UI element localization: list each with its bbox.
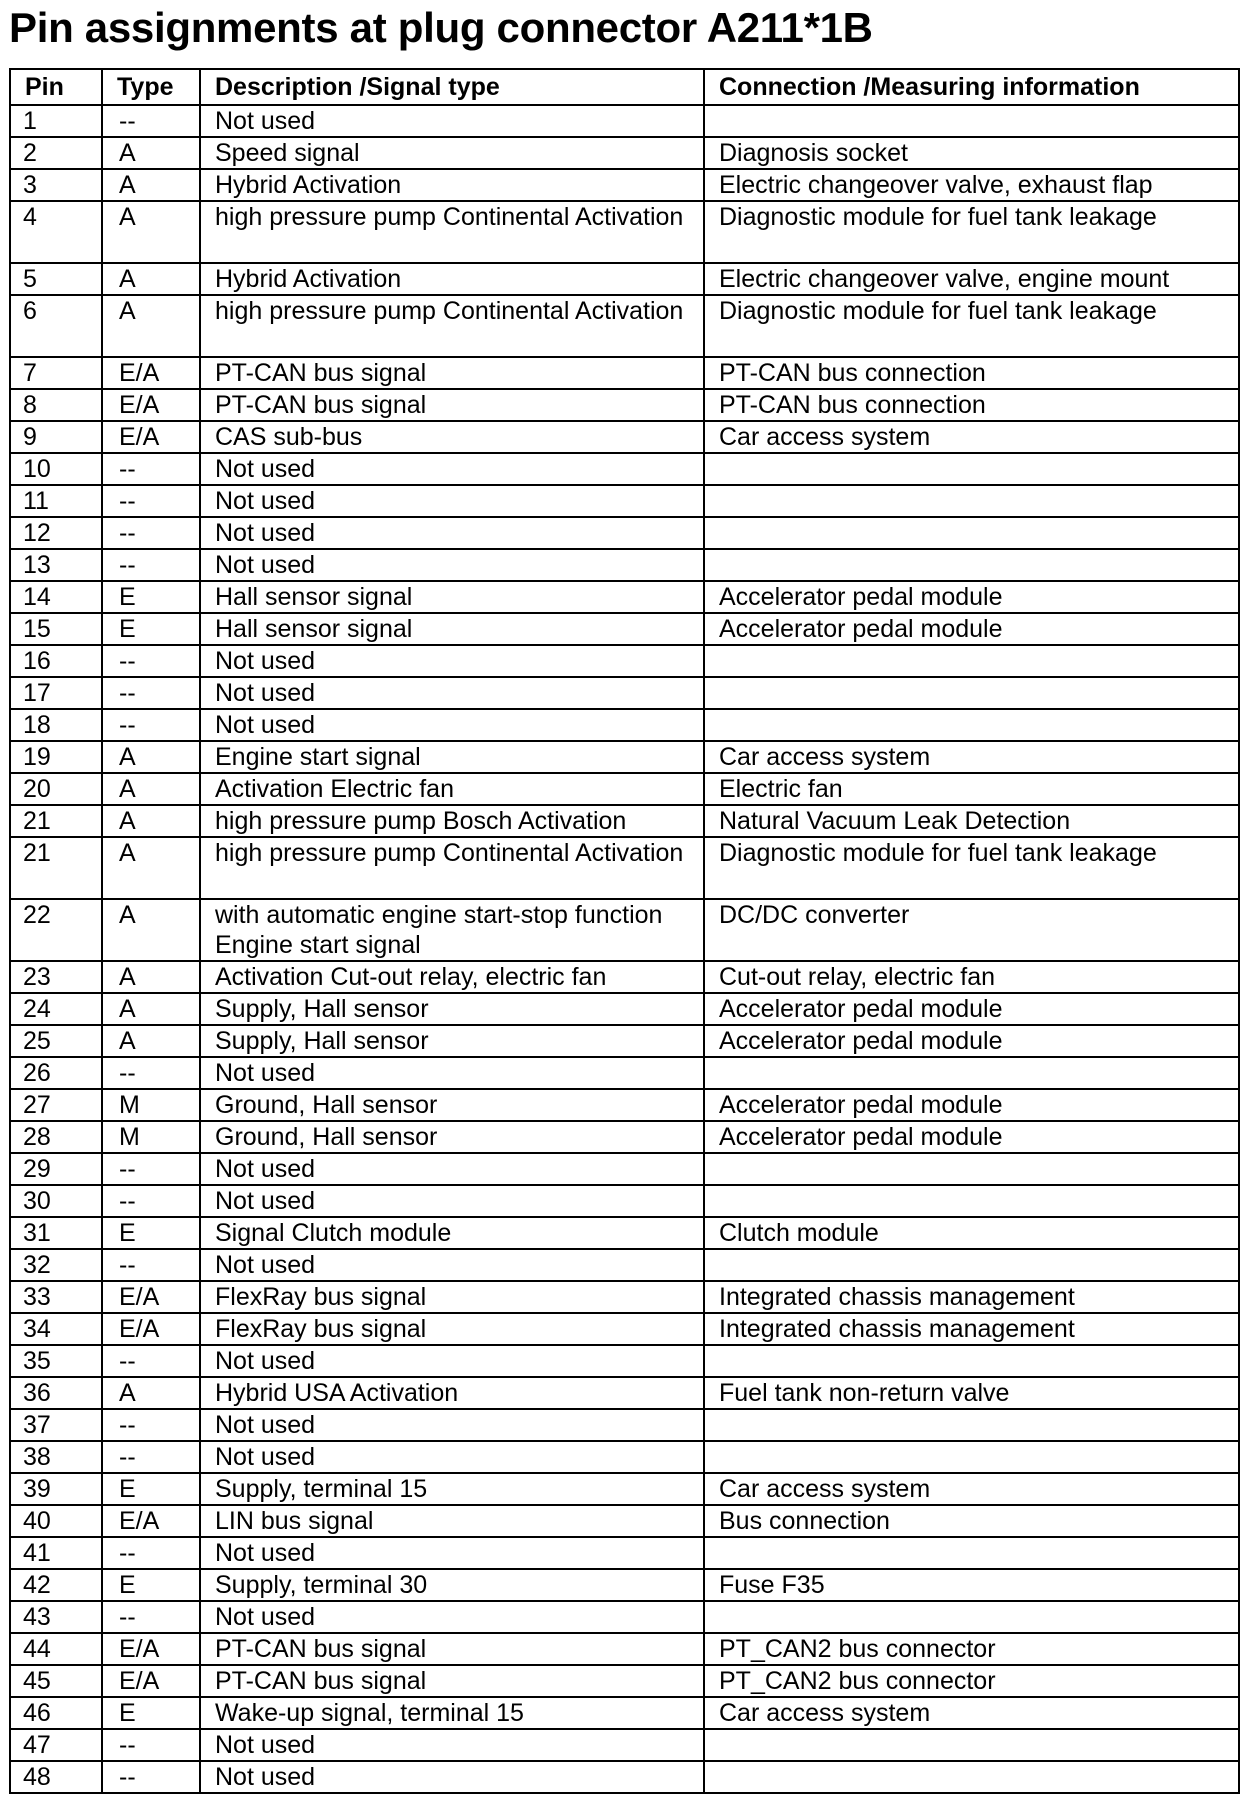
- description-cell: Not used: [200, 1761, 704, 1793]
- type-cell: A: [102, 137, 200, 169]
- type-cell: A: [102, 295, 200, 357]
- type-cell: A: [102, 1025, 200, 1057]
- type-cell: --: [102, 1057, 200, 1089]
- connection-cell: Fuel tank non-return valve: [704, 1377, 1239, 1409]
- table-row: [10, 709, 1239, 741]
- type-cell: M: [102, 1121, 200, 1153]
- type-cell: E/A: [102, 1633, 200, 1665]
- description-cell: Ground, Hall sensor: [200, 1089, 704, 1121]
- connection-cell: Accelerator pedal module: [704, 993, 1239, 1025]
- pin-cell: 10: [10, 453, 102, 485]
- table-row: [10, 169, 1239, 201]
- type-cell: E: [102, 1697, 200, 1729]
- table-row: [10, 1537, 1239, 1569]
- pin-cell: 33: [10, 1281, 102, 1313]
- type-cell: --: [102, 549, 200, 581]
- pin-cell: 25: [10, 1025, 102, 1057]
- connection-cell: Car access system: [704, 1473, 1239, 1505]
- connection-cell: [704, 453, 1239, 485]
- description-cell: Hall sensor signal: [200, 613, 704, 645]
- type-cell: --: [102, 645, 200, 677]
- pin-cell: 14: [10, 581, 102, 613]
- table-row: [10, 1025, 1239, 1057]
- type-cell: E/A: [102, 1505, 200, 1537]
- pin-cell: 43: [10, 1601, 102, 1633]
- pin-cell: 37: [10, 1409, 102, 1441]
- description-cell: FlexRay bus signal: [200, 1281, 704, 1313]
- connection-cell: Electric changeover valve, engine mount: [704, 263, 1239, 295]
- connection-cell: [704, 1601, 1239, 1633]
- table-row: [10, 1761, 1239, 1793]
- table-row: [10, 805, 1239, 837]
- table-row: [10, 677, 1239, 709]
- table-row: [10, 201, 1239, 263]
- connection-cell: [704, 1345, 1239, 1377]
- pin-cell: 27: [10, 1089, 102, 1121]
- table-row: [10, 645, 1239, 677]
- connection-cell: PT-CAN bus connection: [704, 357, 1239, 389]
- type-cell: A: [102, 773, 200, 805]
- connection-cell: Bus connection: [704, 1505, 1239, 1537]
- type-cell: M: [102, 1089, 200, 1121]
- pin-cell: 38: [10, 1441, 102, 1473]
- description-cell: high pressure pump Bosch Activation: [200, 805, 704, 837]
- pin-cell: 42: [10, 1569, 102, 1601]
- table-row: [10, 1665, 1239, 1697]
- type-cell: --: [102, 517, 200, 549]
- description-cell: Not used: [200, 1537, 704, 1569]
- connection-cell: Electric changeover valve, exhaust flap: [704, 169, 1239, 201]
- pin-cell: 9: [10, 421, 102, 453]
- description-cell: Not used: [200, 1601, 704, 1633]
- table-row: [10, 1313, 1239, 1345]
- connection-cell: [704, 1185, 1239, 1217]
- description-cell: Not used: [200, 1409, 704, 1441]
- connection-cell: [704, 1729, 1239, 1761]
- pin-cell: 2: [10, 137, 102, 169]
- pin-cell: 31: [10, 1217, 102, 1249]
- type-cell: A: [102, 741, 200, 773]
- type-cell: --: [102, 709, 200, 741]
- table-row: [10, 1409, 1239, 1441]
- type-cell: E/A: [102, 1281, 200, 1313]
- table-row: [10, 1185, 1239, 1217]
- connection-cell: [704, 1409, 1239, 1441]
- description-cell: high pressure pump Continental Activation: [200, 201, 704, 263]
- table-body: [10, 105, 1239, 1793]
- connection-cell: Accelerator pedal module: [704, 1089, 1239, 1121]
- table-row: [10, 1569, 1239, 1601]
- pin-cell: 45: [10, 1665, 102, 1697]
- pin-cell: 26: [10, 1057, 102, 1089]
- connection-cell: Clutch module: [704, 1217, 1239, 1249]
- type-cell: A: [102, 201, 200, 263]
- column-header-type: Type: [102, 69, 200, 105]
- table-row: [10, 837, 1239, 899]
- type-cell: E/A: [102, 389, 200, 421]
- description-cell: Not used: [200, 645, 704, 677]
- connection-cell: Natural Vacuum Leak Detection: [704, 805, 1239, 837]
- type-cell: E: [102, 581, 200, 613]
- table-row: [10, 1505, 1239, 1537]
- table-row: [10, 357, 1239, 389]
- pin-cell: 21: [10, 837, 102, 899]
- pin-cell: 16: [10, 645, 102, 677]
- table-row: [10, 421, 1239, 453]
- description-cell: Not used: [200, 1345, 704, 1377]
- description-cell: Not used: [200, 677, 704, 709]
- type-cell: --: [102, 1601, 200, 1633]
- description-cell: Hybrid USA Activation: [200, 1377, 704, 1409]
- table-row: [10, 581, 1239, 613]
- connection-cell: Accelerator pedal module: [704, 581, 1239, 613]
- type-cell: E/A: [102, 1313, 200, 1345]
- document-page: [9, 0, 1239, 1794]
- table-row: [10, 137, 1239, 169]
- connection-cell: [704, 645, 1239, 677]
- pin-cell: 3: [10, 169, 102, 201]
- pin-cell: 8: [10, 389, 102, 421]
- type-cell: E: [102, 1569, 200, 1601]
- pin-cell: 44: [10, 1633, 102, 1665]
- pin-cell: 13: [10, 549, 102, 581]
- type-cell: --: [102, 1409, 200, 1441]
- connection-cell: [704, 709, 1239, 741]
- pin-cell: 24: [10, 993, 102, 1025]
- table-row: [10, 1089, 1239, 1121]
- connection-cell: [704, 1761, 1239, 1793]
- connection-cell: Cut-out relay, electric fan: [704, 961, 1239, 993]
- connection-cell: DC/DC converter: [704, 899, 1239, 961]
- description-cell: Hybrid Activation: [200, 169, 704, 201]
- connection-cell: [704, 1441, 1239, 1473]
- description-cell: Not used: [200, 517, 704, 549]
- column-header-connection: Connection /Measuring information: [704, 69, 1239, 105]
- column-header-description: Description /Signal type: [200, 69, 704, 105]
- description-cell: Not used: [200, 1441, 704, 1473]
- description-cell: Supply, terminal 15: [200, 1473, 704, 1505]
- table-row: [10, 773, 1239, 805]
- connection-cell: Accelerator pedal module: [704, 1121, 1239, 1153]
- type-cell: E: [102, 1473, 200, 1505]
- description-cell: Not used: [200, 105, 704, 137]
- description-cell: Supply, Hall sensor: [200, 1025, 704, 1057]
- type-cell: A: [102, 805, 200, 837]
- pin-cell: 20: [10, 773, 102, 805]
- table-row: [10, 1601, 1239, 1633]
- pin-cell: 28: [10, 1121, 102, 1153]
- description-cell: Not used: [200, 1057, 704, 1089]
- table-row: [10, 961, 1239, 993]
- type-cell: --: [102, 1729, 200, 1761]
- description-cell: Not used: [200, 1153, 704, 1185]
- description-cell: Hall sensor signal: [200, 581, 704, 613]
- connection-cell: [704, 1153, 1239, 1185]
- pin-cell: 39: [10, 1473, 102, 1505]
- table-row: [10, 1057, 1239, 1089]
- connection-cell: Integrated chassis management: [704, 1313, 1239, 1345]
- pin-assignment-table: [9, 68, 1240, 1794]
- pin-cell: 19: [10, 741, 102, 773]
- type-cell: A: [102, 263, 200, 295]
- type-cell: E/A: [102, 1665, 200, 1697]
- type-cell: --: [102, 1249, 200, 1281]
- connection-cell: Diagnostic module for fuel tank leakage: [704, 295, 1239, 357]
- description-cell: Not used: [200, 709, 704, 741]
- type-cell: --: [102, 1185, 200, 1217]
- pin-cell: 36: [10, 1377, 102, 1409]
- pin-cell: 18: [10, 709, 102, 741]
- description-cell: Not used: [200, 485, 704, 517]
- description-cell: Engine start signal: [200, 741, 704, 773]
- connection-cell: Diagnostic module for fuel tank leakage: [704, 201, 1239, 263]
- table-row: [10, 453, 1239, 485]
- description-cell: Supply, terminal 30: [200, 1569, 704, 1601]
- pin-cell: 40: [10, 1505, 102, 1537]
- description-cell: Wake-up signal, terminal 15: [200, 1697, 704, 1729]
- pin-cell: 6: [10, 295, 102, 357]
- pin-cell: 41: [10, 1537, 102, 1569]
- table-row: [10, 485, 1239, 517]
- description-cell: high pressure pump Continental Activation: [200, 837, 704, 899]
- pin-cell: 17: [10, 677, 102, 709]
- type-cell: --: [102, 1345, 200, 1377]
- table-row: [10, 1281, 1239, 1313]
- pin-cell: 4: [10, 201, 102, 263]
- table-row: [10, 993, 1239, 1025]
- connection-cell: [704, 549, 1239, 581]
- pin-cell: 12: [10, 517, 102, 549]
- pin-cell: 5: [10, 263, 102, 295]
- table-row: [10, 613, 1239, 645]
- pin-cell: 35: [10, 1345, 102, 1377]
- connection-cell: PT_CAN2 bus connector: [704, 1633, 1239, 1665]
- column-header-pin: Pin: [10, 69, 102, 105]
- type-cell: A: [102, 993, 200, 1025]
- pin-cell: 34: [10, 1313, 102, 1345]
- description-cell: PT-CAN bus signal: [200, 1665, 704, 1697]
- connection-cell: [704, 1057, 1239, 1089]
- table-row: [10, 549, 1239, 581]
- type-cell: --: [102, 485, 200, 517]
- description-cell: high pressure pump Continental Activation: [200, 295, 704, 357]
- pin-cell: 22: [10, 899, 102, 961]
- table-row: [10, 295, 1239, 357]
- table-row: [10, 899, 1239, 961]
- table-row: [10, 389, 1239, 421]
- connection-cell: Fuse F35: [704, 1569, 1239, 1601]
- description-cell: Supply, Hall sensor: [200, 993, 704, 1025]
- connection-cell: Integrated chassis management: [704, 1281, 1239, 1313]
- description-cell: Not used: [200, 549, 704, 581]
- table-row: [10, 1153, 1239, 1185]
- type-cell: --: [102, 105, 200, 137]
- connection-cell: Diagnostic module for fuel tank leakage: [704, 837, 1239, 899]
- description-cell: Signal Clutch module: [200, 1217, 704, 1249]
- type-cell: A: [102, 961, 200, 993]
- pin-cell: 7: [10, 357, 102, 389]
- pin-cell: 46: [10, 1697, 102, 1729]
- description-cell: FlexRay bus signal: [200, 1313, 704, 1345]
- type-cell: A: [102, 1377, 200, 1409]
- type-cell: E/A: [102, 421, 200, 453]
- table-row: [10, 1121, 1239, 1153]
- connection-cell: Car access system: [704, 421, 1239, 453]
- table-row: [10, 741, 1239, 773]
- type-cell: E: [102, 1217, 200, 1249]
- description-cell: CAS sub-bus: [200, 421, 704, 453]
- description-cell: Not used: [200, 1249, 704, 1281]
- description-cell: Hybrid Activation: [200, 263, 704, 295]
- pin-cell: 30: [10, 1185, 102, 1217]
- pin-cell: 23: [10, 961, 102, 993]
- table-row: [10, 517, 1239, 549]
- table-row: [10, 1345, 1239, 1377]
- type-cell: A: [102, 169, 200, 201]
- pin-cell: 48: [10, 1761, 102, 1793]
- connection-cell: Accelerator pedal module: [704, 1025, 1239, 1057]
- type-cell: A: [102, 837, 200, 899]
- connection-cell: Accelerator pedal module: [704, 613, 1239, 645]
- description-cell: Not used: [200, 1729, 704, 1761]
- type-cell: A: [102, 899, 200, 961]
- description-cell: LIN bus signal: [200, 1505, 704, 1537]
- connection-cell: [704, 105, 1239, 137]
- connection-cell: [704, 1249, 1239, 1281]
- connection-cell: [704, 677, 1239, 709]
- type-cell: --: [102, 1441, 200, 1473]
- type-cell: --: [102, 453, 200, 485]
- connection-cell: [704, 485, 1239, 517]
- type-cell: E/A: [102, 357, 200, 389]
- page-title: Pin assignments at plug connector A211*1B: [9, 4, 873, 51]
- pin-cell: 21: [10, 805, 102, 837]
- type-cell: E: [102, 613, 200, 645]
- connection-cell: Car access system: [704, 1697, 1239, 1729]
- table-row: [10, 1249, 1239, 1281]
- description-cell: PT-CAN bus signal: [200, 1633, 704, 1665]
- table-row: [10, 1377, 1239, 1409]
- pin-cell: 32: [10, 1249, 102, 1281]
- table-row: [10, 105, 1239, 137]
- description-cell: PT-CAN bus signal: [200, 389, 704, 421]
- table-row: [10, 1633, 1239, 1665]
- description-cell: PT-CAN bus signal: [200, 357, 704, 389]
- description-cell: Not used: [200, 453, 704, 485]
- connection-cell: Electric fan: [704, 773, 1239, 805]
- connection-cell: Car access system: [704, 741, 1239, 773]
- description-cell: Activation Electric fan: [200, 773, 704, 805]
- pin-cell: 1: [10, 105, 102, 137]
- description-cell: Not used: [200, 1185, 704, 1217]
- pin-cell: 15: [10, 613, 102, 645]
- table-row: [10, 1697, 1239, 1729]
- description-cell: with automatic engine start-stop function Engine start signal: [200, 899, 704, 961]
- table-row: [10, 1217, 1239, 1249]
- description-cell: Speed signal: [200, 137, 704, 169]
- type-cell: --: [102, 1761, 200, 1793]
- description-cell: Ground, Hall sensor: [200, 1121, 704, 1153]
- type-cell: --: [102, 1537, 200, 1569]
- table-header-row: [10, 69, 1239, 105]
- connection-cell: [704, 1537, 1239, 1569]
- connection-cell: [704, 517, 1239, 549]
- type-cell: --: [102, 1153, 200, 1185]
- description-cell: Activation Cut-out relay, electric fan: [200, 961, 704, 993]
- table-row: [10, 1441, 1239, 1473]
- connection-cell: Diagnosis socket: [704, 137, 1239, 169]
- pin-cell: 29: [10, 1153, 102, 1185]
- table-row: [10, 1473, 1239, 1505]
- table-row: [10, 263, 1239, 295]
- type-cell: --: [102, 677, 200, 709]
- connection-cell: PT_CAN2 bus connector: [704, 1665, 1239, 1697]
- table-row: [10, 1729, 1239, 1761]
- connection-cell: PT-CAN bus connection: [704, 389, 1239, 421]
- pin-cell: 47: [10, 1729, 102, 1761]
- pin-cell: 11: [10, 485, 102, 517]
